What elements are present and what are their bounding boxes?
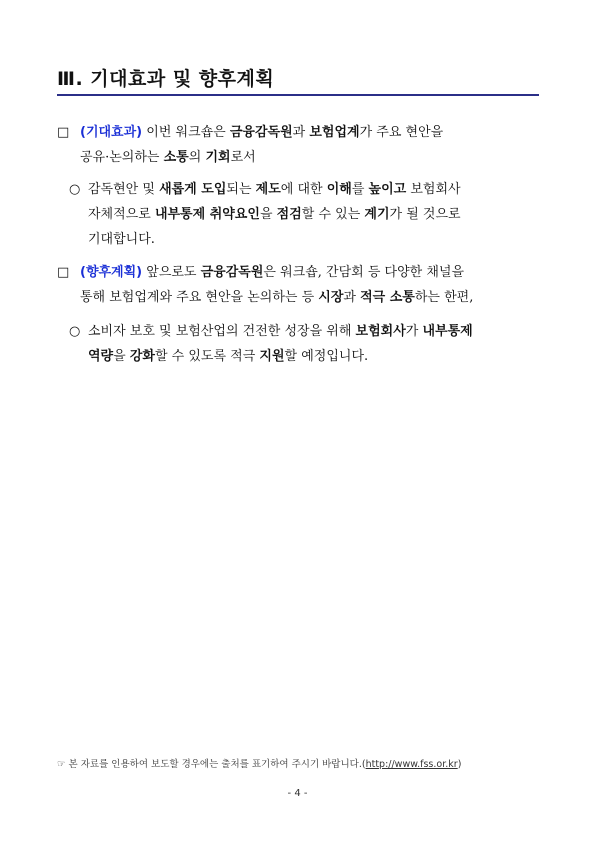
emphasized-text: (기대효과)	[80, 125, 143, 140]
paragraph-effect-detail	[88, 177, 461, 252]
section-title: Ⅲ. 기대효과 및 향후계획	[57, 68, 275, 90]
paragraph-line	[80, 145, 443, 170]
emphasized-text: 점검	[276, 207, 302, 222]
paragraph-expected-effect	[80, 120, 443, 170]
emphasized-text: 소통	[163, 150, 189, 165]
text-run: 할 수 있도록 적극	[154, 349, 260, 364]
text-run: 로서	[230, 150, 256, 165]
square-bullet: □	[57, 125, 70, 140]
paragraph-line	[88, 344, 473, 369]
paragraph-line	[88, 227, 461, 252]
text-run: 기대합니다.	[88, 232, 155, 247]
paragraph-line	[88, 319, 473, 344]
emphasized-text: 적극 소통	[360, 290, 415, 305]
text-run: 과	[343, 290, 361, 305]
emphasized-text: 지원	[259, 349, 285, 364]
text-run: 통해 보험업계와 주요 현안을 논의하는 등	[80, 290, 319, 305]
text-run: 자체적으로	[88, 207, 155, 222]
emphasized-text: 이해	[326, 182, 352, 197]
paragraph-line	[80, 260, 473, 285]
emphasized-text: (향후계획)	[80, 265, 143, 280]
emphasized-text: 높이고	[368, 182, 407, 197]
emphasized-text: 내부통제	[422, 324, 473, 339]
paragraph-line	[80, 285, 473, 310]
paragraph-line	[88, 202, 461, 227]
pointing-hand-icon: ☞	[57, 759, 66, 770]
text-run: 을	[259, 207, 277, 222]
footnote-text: 본 자료를 인용하여 보도할 경우에는 출처를 표기하여 주시기 바랍니다.(	[65, 759, 366, 770]
footnote-close: )	[457, 759, 462, 770]
text-run: 할 수 있는	[301, 207, 365, 222]
text-run: 공유·논의하는	[80, 150, 164, 165]
text-run: 을	[113, 349, 130, 364]
text-run: 과	[292, 125, 310, 140]
emphasized-text: 금융감독원	[229, 125, 293, 140]
paragraph-future-plan	[80, 260, 473, 310]
emphasized-text: 계기	[364, 207, 390, 222]
footnote-link[interactable]: http://www.fss.or.kr	[365, 759, 458, 770]
circle-bullet: ○	[69, 324, 81, 339]
square-bullet: □	[57, 265, 70, 280]
text-run: 은 워크숍, 간담회 등 다양한 채널을	[263, 265, 465, 280]
emphasized-text: 보험회사	[355, 324, 406, 339]
text-run: 가 될 것으로	[389, 207, 461, 222]
emphasized-text: 기회	[205, 150, 231, 165]
footnote	[57, 756, 547, 770]
text-run: 의	[188, 150, 206, 165]
text-run: 앞으로도	[142, 265, 201, 280]
text-run: 에 대한	[280, 182, 327, 197]
emphasized-text: 새롭게 도입	[159, 182, 227, 197]
text-run: 되는	[226, 182, 256, 197]
paragraph-line	[80, 120, 443, 145]
paragraph-line	[88, 177, 461, 202]
text-run: 가 주요 현안을	[359, 125, 444, 140]
circle-bullet: ○	[69, 182, 81, 197]
page-number: - 4 -	[287, 788, 308, 799]
text-run: 감독현안 및	[88, 182, 160, 197]
text-run: 할 예정입니다.	[284, 349, 369, 364]
emphasized-text: 제도	[255, 182, 281, 197]
emphasized-text: 시장	[318, 290, 344, 305]
title-rule	[57, 94, 539, 96]
emphasized-text: 강화	[129, 349, 155, 364]
text-run: 가	[405, 324, 423, 339]
text-run: 보험회사	[406, 182, 461, 197]
emphasized-text: 내부통제 취약요인	[154, 207, 260, 222]
text-run: 하는 한편,	[414, 290, 474, 305]
paragraph-plan-detail	[88, 319, 473, 369]
emphasized-text: 역량	[88, 349, 114, 364]
emphasized-text: 금융감독원	[200, 265, 264, 280]
text-run: 소비자 보호 및 보험산업의 건전한 성장을 위해	[88, 324, 356, 339]
text-run: 를	[351, 182, 369, 197]
text-run: 이번 워크숍은	[142, 125, 230, 140]
emphasized-text: 보험업계	[309, 125, 360, 140]
